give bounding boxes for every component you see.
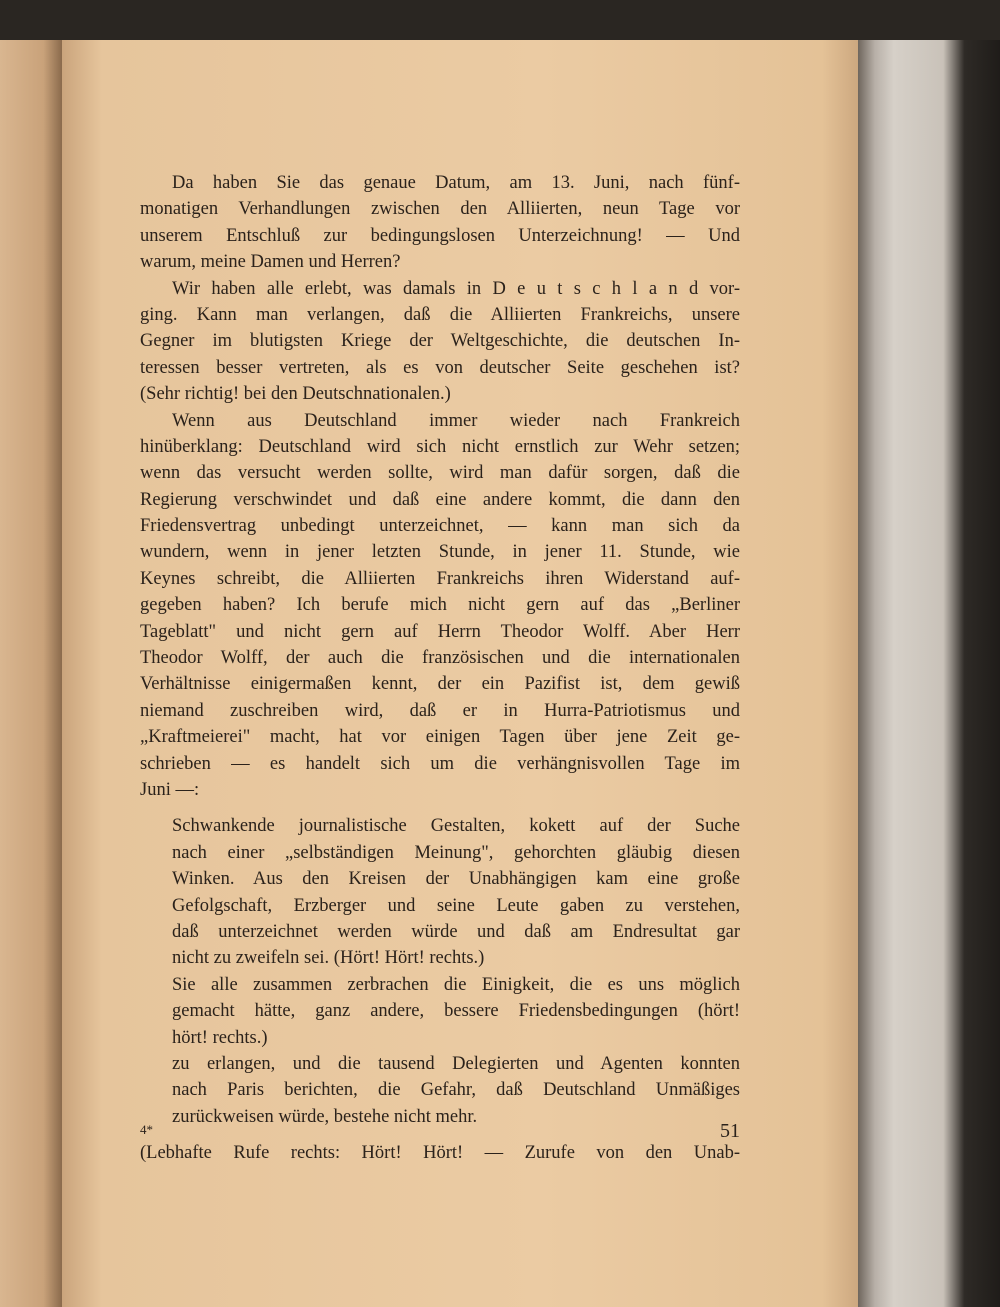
- text-line: Tageblatt" und nicht gern auf Herrn Theodor Wolff. Aber Herr: [140, 621, 740, 642]
- signature-mark: 4*: [140, 1122, 153, 1137]
- text-line: monatigen Verhandlungen zwischen den Alliierten, neun Tage vor: [140, 199, 740, 220]
- text-line: schrieben — es handelt sich um die verhängnisvollen Tage im: [140, 753, 740, 774]
- spacer: [140, 1130, 740, 1140]
- text-line: Verhältnisse einigermaßen kennt, der ein Pazifist ist, dem gewiß: [140, 674, 740, 695]
- quote-paragraph: [172, 1051, 740, 1130]
- quote-paragraph: [172, 813, 740, 971]
- text-line: warum, meine Damen und Herren?: [140, 252, 401, 273]
- text-line: Regierung verschwindet und daß eine andere kommt, die dann den: [140, 489, 740, 510]
- text-line: unserem Entschluß zur bedingungslosen Unterzeichnung! — Und: [140, 225, 740, 246]
- text-line: ging. Kann man verlangen, daß die Alliierten Frankreichs, unsere: [140, 304, 740, 325]
- text-line: gegeben haben? Ich berufe mich nicht gern auf das „Berliner: [140, 595, 740, 616]
- text-line: Schwankende journalistische Gestalten, kokett auf der Suche: [172, 816, 740, 837]
- text-line: Da haben Sie das genaue Datum, am 13. Juni, nach fünf-: [172, 173, 740, 193]
- paragraph: [140, 170, 740, 276]
- spacer: [140, 803, 740, 813]
- text-line: hört! rechts.): [172, 1027, 268, 1048]
- text-line: gemacht hätte, ganz andere, bessere Friedensbedingungen (hört!: [172, 1001, 740, 1022]
- page-text: [140, 170, 740, 1166]
- text-line: „Kraftmeierei" macht, hat vor einigen Tagen über jene Zeit ge-: [140, 727, 740, 748]
- text-line: Gegner im blutigsten Kriege der Weltgeschichte, die deutschen In-: [140, 331, 740, 352]
- left-page-edge: [0, 40, 62, 1307]
- text-line: Wenn aus Deutschland immer wieder nach Frankreich: [172, 410, 740, 431]
- text-line: Gefolgschaft, Erzberger und seine Leute gaben zu verstehen,: [172, 895, 740, 916]
- text-line: daß unterzeichnet werden würde und daß am Endresultat gar: [172, 921, 740, 942]
- paragraph: [140, 408, 740, 804]
- text-line: zu erlangen, und die tausend Delegierten und Agenten konnten: [172, 1053, 740, 1074]
- text-line: wundern, wenn in jener letzten Stunde, in jener 11. Stunde, wie: [140, 542, 740, 563]
- paragraph: [140, 276, 740, 408]
- closing-line: (Lebhafte Rufe rechts: Hört! Hört! — Zurufe von den Unab-: [140, 1143, 740, 1164]
- text-line: Juni —:: [140, 779, 200, 800]
- text-line: zurückweisen würde, bestehe nicht mehr.: [172, 1106, 478, 1127]
- text-line: Winken. Aus den Kreisen der Unabhängigen kam eine große: [172, 869, 740, 890]
- text-line: (Sehr richtig! bei den Deutschnationalen.): [140, 384, 451, 405]
- text-line: Friedensvertrag unbedingt unterzeichnet, — kann man sich da: [140, 516, 740, 537]
- text-line: niemand zuschreiben wird, daß er in Hurra-Patriotismus und: [140, 700, 740, 721]
- text-line: wenn das versucht werden sollte, wird man dafür sorgen, daß die: [140, 463, 740, 484]
- quote-paragraph: [172, 972, 740, 1051]
- text-line: nicht zu zweifeln sei. (Hört! Hört! rechts.): [172, 948, 485, 969]
- text-line: nach Paris berichten, die Gefahr, daß Deutschland Unmäßiges: [172, 1080, 740, 1101]
- text-line: teressen besser vertreten, als es von deutscher Seite geschehen ist?: [140, 357, 740, 378]
- text-line: Keynes schreibt, die Alliierten Frankreichs ihren Widerstand auf-: [140, 568, 740, 589]
- text-line: hinüberklang: Deutschland wird sich nicht ernstlich zur Wehr setzen;: [140, 436, 740, 457]
- page-number: 51: [720, 1120, 740, 1142]
- text-line: nach einer „selbständigen Meinung", gehorchten gläubig diesen: [172, 842, 740, 863]
- text-line: Wir haben alle erlebt, was damals in D e u t s c h l a n d vor-: [172, 278, 740, 299]
- text-line: Theodor Wolff, der auch die französischen und die internationalen: [140, 648, 740, 669]
- book-cover-edge: [858, 40, 1000, 1307]
- text-line: Sie alle zusammen zerbrachen die Einigkeit, die es uns möglich: [172, 974, 740, 995]
